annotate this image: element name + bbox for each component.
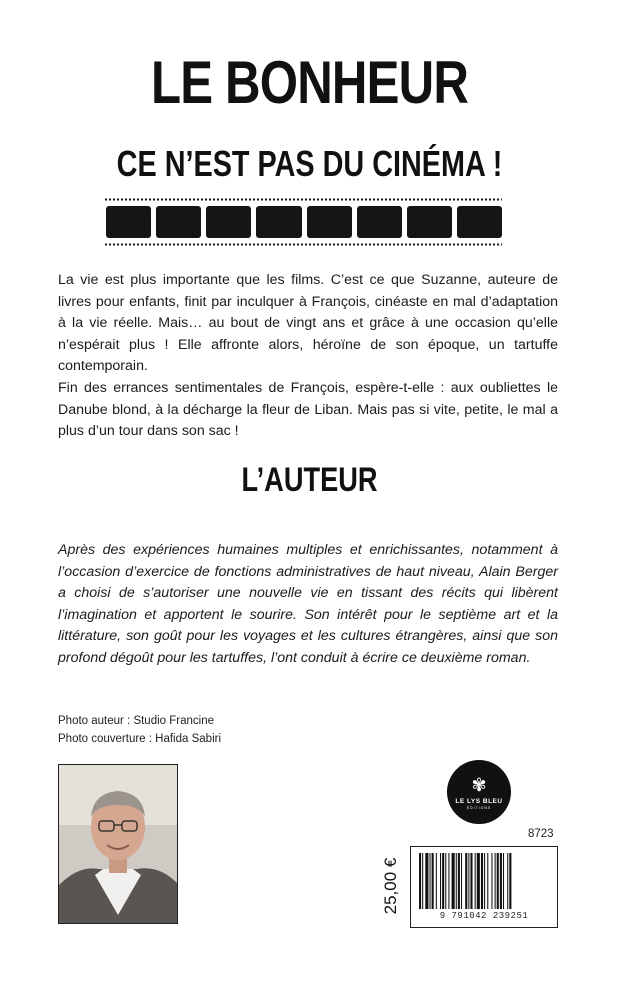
barcode-bar: [445, 853, 446, 909]
cover-photo-credit: Photo couverture : Hafida Sabiri: [58, 733, 222, 745]
book-title: LE BONHEUR: [150, 49, 469, 116]
film-frame: [457, 206, 502, 238]
synopsis-paragraph-2: Fin des errances sentimentales de François, espère-t-elle : aux oubliettes le Danube blond, à la décharge la fleur de Liban. Mais pas si vite, petite, le mal a plus d’un tour dans son sac !: [58, 379, 558, 440]
lily-flower-icon: ✾: [471, 775, 487, 795]
isbn-digits: 9 791042 239251: [439, 911, 529, 921]
filmstrip-graphic: [104, 198, 502, 246]
barcode-bar: [448, 853, 449, 909]
filmstrip-frames: [106, 206, 502, 238]
filmstrip-perforation-bottom: [104, 243, 502, 246]
barcode-bar: [461, 853, 462, 909]
barcode-bar: [425, 853, 428, 909]
publisher-name: LE LYS BLEU: [455, 798, 503, 805]
film-frame: [357, 206, 402, 238]
synopsis-paragraph-1: La vie est plus importante que les films. C’est ce que Suzanne, auteure de livres pour enfants, finit par inculquer à François, cinéaste en mal d’adaptation à la vie réelle. Mais… au bout de vingt ans et grâce à une occasion qu’elle n’espérait plus ! Elle affronte alors, héroïne de son époque, un tartuffe contemporain.: [58, 272, 558, 375]
barcode-bar: [507, 853, 508, 909]
price-value: 25,00 €: [381, 857, 400, 915]
barcode-bar: [436, 853, 437, 909]
barcode-bar: [503, 853, 504, 909]
author-heading: L’AUTEUR: [241, 461, 378, 499]
author-bio: Après des expériences humaines multiples et enrichissantes, notamment à l’occasion d’exercice de fonctions administratives de haut niveau, Alain Berger a choisi de s’autoriser une nouvelle vie en tissant des récits qui libèrent l’imagination et apportent le sourire. Son intérêt pour le septième art et la littérature, son goût pour les voyages et les cultures étrangères, ainsi que son profond dégoût pour les tartuffes, l’ont conduit à écrire ce deuxième roman.: [58, 542, 558, 666]
filmstrip-perforation-top: [104, 198, 502, 201]
author-portrait-illustration: [59, 765, 177, 923]
barcode-bar: [465, 853, 467, 909]
film-frame: [156, 206, 201, 238]
price-label: [372, 848, 410, 924]
barcode-bar: [475, 853, 476, 909]
barcode: [410, 846, 558, 928]
barcode-bar: [481, 853, 483, 909]
barcode-bar: [487, 853, 488, 909]
barcode-bars: [417, 853, 551, 911]
barcode-bar: [419, 853, 421, 909]
barcode-bar: [442, 853, 444, 909]
publisher-sub: ÉDITIONS: [466, 806, 492, 810]
barcode-bar: [440, 853, 441, 909]
film-frame: [106, 206, 151, 238]
barcode-bar: [495, 853, 496, 909]
barcode-bar: [458, 853, 460, 909]
barcode-bar: [422, 853, 423, 909]
barcode-bar: [484, 853, 485, 909]
barcode-bar: [452, 853, 455, 909]
film-frame: [256, 206, 301, 238]
product-code: 8723: [528, 828, 554, 840]
author-photo-credit: Photo auteur : Studio Francine: [58, 715, 214, 727]
author-photo: [58, 764, 178, 924]
film-frame: [206, 206, 251, 238]
barcode-bar: [456, 853, 457, 909]
barcode-bar: [432, 853, 434, 909]
barcode-bar: [491, 853, 492, 909]
synopsis: [58, 270, 558, 443]
publisher-logo: [447, 760, 511, 824]
barcode-bar: [430, 853, 431, 909]
book-subtitle: CE N’EST PAS DU CINÉMA !: [116, 143, 503, 184]
photo-credits: [58, 712, 221, 748]
barcode-bar: [497, 853, 499, 909]
barcode-bar: [470, 853, 472, 909]
film-frame: [407, 206, 452, 238]
barcode-bar: [468, 853, 469, 909]
barcode-bar: [500, 853, 502, 909]
barcode-bar: [477, 853, 480, 909]
film-frame: [307, 206, 352, 238]
barcode-bar: [509, 853, 511, 909]
